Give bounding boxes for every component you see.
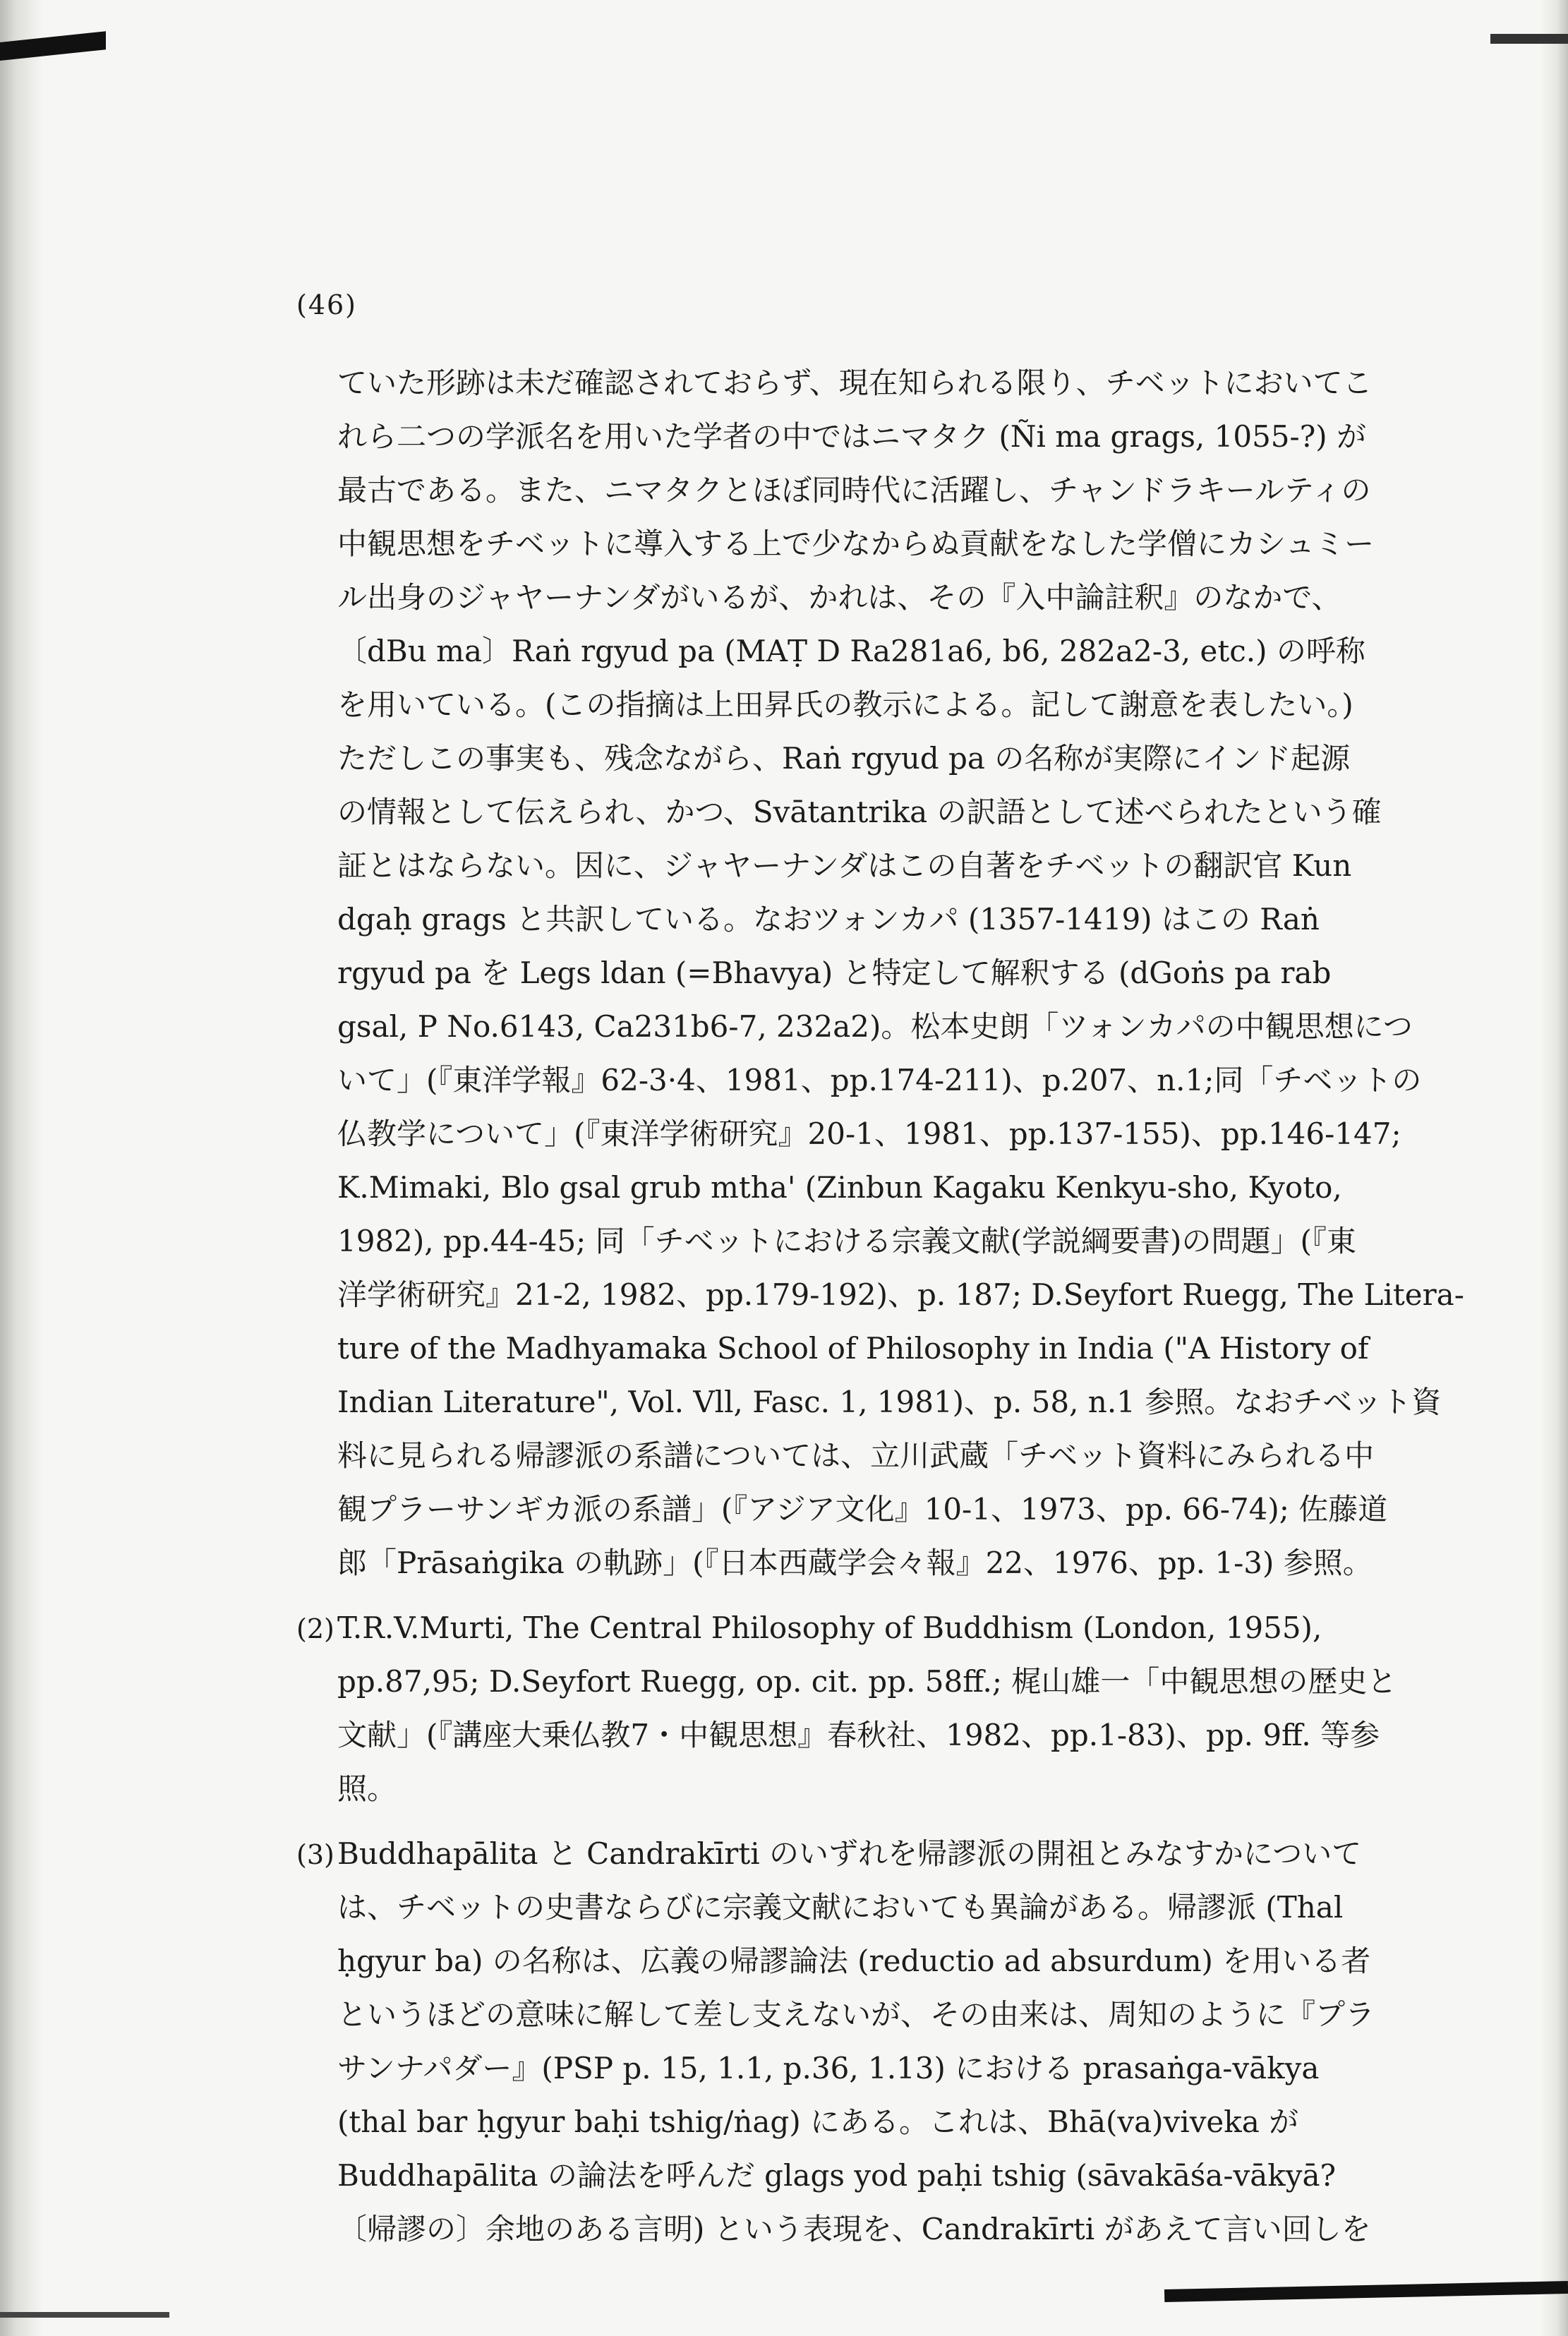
text-line: を用いている。(この指摘は上田昇氏の教示による。記して謝意を表したい。) [337,687,1353,722]
scan-bottom-edge [1164,2281,1568,2302]
note-spacer [337,1816,1445,1827]
text-line: の情報として伝えられ、かつ、Svātantrika の訳語として述べられたという確 [337,795,1382,829]
footnote-line: は、チベットの史書ならびに宗義文献においても異論がある。帰謬派 (Thal [337,1890,1344,1925]
text-line: ただしこの事実も、残念ながら、Raṅ rgyud pa の名称が実際にインド起源 [337,741,1351,776]
footnote-number: (2) [296,1613,334,1644]
footnote-line: 〔帰謬の〕余地のある言明) という表現を、Candrakīrti があえて言い回しを [337,2212,1371,2246]
footnote-line: 文献」(『講座大乗仏教7・中観思想』春秋社、1982、pp.1-83)、pp. 9ff. 等参 [337,1718,1380,1752]
text-line: ル出身のジャヤーナンダがいるが、かれは、その『入中論註釈』のなかで、 [337,580,1341,615]
footnote-3 [296,1827,1445,2256]
text-line: 最古である。また、ニマタクとほぼ同時代に活躍し、チャンドラキールティの [337,473,1371,507]
footnote-line: (thal bar ḥgyur baḥi tshig/ṅag) にある。これは、Bhā(va)viveka が [337,2105,1299,2139]
text-line: 郎「Prāsaṅgika の軌跡」(『日本西蔵学会々報』22、1976、pp. 1-3) 参照。 [337,1546,1373,1580]
text-line: 洋学術研究』21-2, 1982、pp.179-192)、p. 187; D.Seyfort Ruegg, The Litera- [337,1277,1464,1312]
footnote-line [296,1827,1445,1881]
text-line: rgyud pa を Legs ldan (=Bhavya) と特定して解釈する (dGoṅs pa rab [337,956,1332,990]
footnote-line: ḥgyur ba) の名称は、広義の帰謬論法 (reductio ad absurdum) を用いる者 [337,1944,1371,1978]
footnote-line: Buddhapālita の論法を呼んだ glags yod paḥi tshig (sāvakāśa-vākyā? [337,2158,1337,2193]
footnote-line [296,1601,1445,1655]
footnote-line: pp.87,95; D.Seyfort Ruegg, op. cit. pp. 58ff.; 梶山雄一「中観思想の歴史と [337,1664,1397,1699]
text-line: gsal, P No.6143, Ca231b6-7, 232a2)。松本史朗「ツォンカパの中観思想につ [337,1009,1413,1044]
text-line: ture of the Madhyamaka School of Philosophy in India ("A History of [337,1331,1369,1366]
text-line: 〔dBu ma〕Raṅ rgyud pa (MAṬ D Ra281a6, b6, 282a2-3, etc.) の呼称 [337,634,1365,668]
footnote-line: 照。 [337,1771,397,1806]
text-line: dgaḥ grags と共訳している。なおツォンカパ (1357-1419) はこの Raṅ [337,902,1320,937]
text-line: いて」(『東洋学報』62-3·4、1981、pp.174-211)、p.207、n.1;同「チベットの [337,1063,1422,1097]
paragraph-continuation [337,356,1464,1590]
footnote-text: Buddhapālita と Candrakīrti のいずれを帰謬派の開祖とみなすかについて [337,1836,1362,1871]
scan-edge-left [0,0,42,2336]
text-line: 1982), pp.44-45; 同「チベットにおける宗義文献(学説綱要書)の問題」(『東 [337,1224,1356,1258]
text-line: ていた形跡は未だ確認されておらず、現在知られる限り、チベットにおいてこ [337,366,1373,400]
text-line: れら二つの学派名を用いた学者の中ではニマタク (Ñi ma grags, 1055-?) が [337,419,1366,454]
scan-edge-right [1540,0,1568,2336]
body-text [296,356,1464,2256]
text-line: 仏教学について」(『東洋学術研究』20-1、1981、pp.137-155)、pp.146-147; [337,1116,1401,1151]
scan-corner-mark-right [1490,34,1568,44]
note-spacer [337,1590,1445,1601]
footnote-number: (3) [296,1839,334,1870]
footnote-2 [296,1601,1445,1816]
text-line: 観プラーサンギカ派の系譜」(『アジア文化』10-1、1973、pp. 66-74); 佐藤道 [337,1492,1388,1527]
text-line: 中観思想をチベットに導入する上で少なからぬ貢献をなした学僧にカシュミー [337,526,1375,561]
footnote-line: というほどの意味に解して差し支えないが、その由来は、周知のように『プラ [337,1997,1375,2032]
text-line: 料に見られる帰謬派の系譜については、立川武蔵「チベット資料にみられる中 [337,1438,1375,1473]
scan-bottom-edge-left [0,2312,169,2318]
footnote-line: サンナパダー』(PSP p. 15, 1.1, p.36, 1.13) における prasaṅga-vākya [337,2051,1320,2085]
footnote-text: T.R.V.Murti, The Central Philosophy of Buddhism (London, 1955), [337,1610,1322,1645]
text-line: Indian Literature", Vol. Vll, Fasc. 1, 1981)、p. 58, n.1 参照。なおチベット資 [337,1385,1442,1419]
text-line: 証とはならない。因に、ジャヤーナンダはこの自著をチベットの翻訳官 Kun [337,848,1352,883]
page-number: (46) [296,289,358,320]
text-line: K.Mimaki, Blo gsal grub mtha' (Zinbun Kagaku Kenkyu-sho, Kyoto, [337,1170,1342,1205]
